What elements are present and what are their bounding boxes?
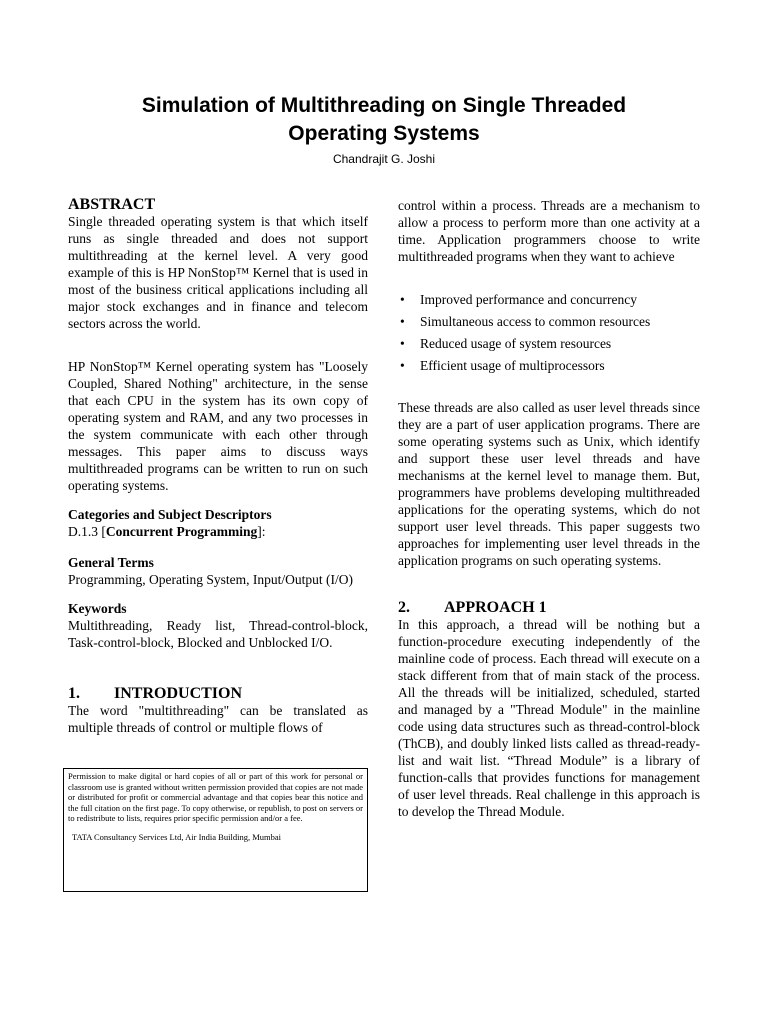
introduction-number: 1. xyxy=(68,685,80,702)
abstract-paragraph-1: Single threaded operating system is that which itself runs as single threaded and does not support multithreading at the kernel level. A very good example of this is HP NonStop™ Kernel that is used in most of the business critical applications including all major stock exchanges and in finance and telecom sectors across the world. xyxy=(68,214,368,331)
affiliation-text: TATA Consultancy Services Ltd, Air India Building, Mumbai xyxy=(72,831,281,842)
paper-title xyxy=(60,92,708,148)
list-item: • Simultaneous access to common resources xyxy=(398,311,700,333)
categories-bold-term: Concurrent Programming xyxy=(105,524,258,539)
list-item: • Reduced usage of system resources xyxy=(398,333,700,355)
paper-title-line-1: Simulation of Multithreading on Single Threaded xyxy=(141,94,627,117)
abstract-paragraph-2: HP NonStop™ Kernel operating system has "Loosely Coupled, Shared Nothing" architecture, in the sense that each CPU in the system has its own copy of operating system and RAM, and any two processes in the system communicate with each other through messages. This paper aims to discuss ways multithreaded programs can be written to run on such operating systems. xyxy=(68,359,368,493)
introduction-text: The word "multithreading" can be translated as multiple threads of control or multiple flows of xyxy=(68,703,368,735)
categories-tail: ]: xyxy=(257,524,266,539)
goals-bullet-list xyxy=(398,289,700,377)
left-column xyxy=(68,196,368,736)
list-item: • Improved performance and concurrency xyxy=(398,289,700,311)
permission-notice xyxy=(63,768,368,892)
user-threads-paragraph: These threads are also called as user level threads since they are a part of user application programs. There are some operating systems such as Unix, which identify and support these user level threads and have mechanisms at the kernel level to manage them. But, programmers have problems developing multithreaded applications for the operating systems, which do not support user level threads. This paper suggests two approaches for implementing user level threads in the application programs on such operating systems. xyxy=(398,400,700,568)
categories-text xyxy=(68,523,368,540)
general-terms-text: Programming, Operating System, Input/Output (I/O) xyxy=(68,572,353,587)
introduction-continued: control within a process. Threads are a mechanism to allow a process to perform more than one activity at a time. Application programmers choose to write multithreaded programs when they want to achieve xyxy=(398,198,700,264)
paper-title-line-2: Operating Systems xyxy=(288,122,480,145)
introduction-title: INTRODUCTION xyxy=(114,685,243,702)
approach1-heading xyxy=(398,599,700,616)
abstract-heading: ABSTRACT xyxy=(68,196,156,213)
approach1-title: APPROACH 1 xyxy=(444,599,547,616)
list-item: • Efficient usage of multiprocessors xyxy=(398,355,700,377)
approach1-text: In this approach, a thread will be nothing but a function-procedure executing independently of the mainline code of process. Each thread will execute on a stack different from that of main stack of the process. All the threads will be initialized, scheduled, started and managed by a "Thread Module" in the mainline code using data structures such as thread-control-block (ThCB), and doubly linked lists called as thread-ready-list and wait list. “Thread Module” is a library of function-calls that provides functions for management of user level threads. Real challenge in this approach is to develop the Thread Module. xyxy=(398,617,700,819)
approach1-number: 2. xyxy=(398,599,410,616)
permission-text: Permission to make digital or hard copies of all or part of this work for personal or classroom use is granted without written permission provided that copies are not made or distributed for profit or commercial advantage and that copies bear this notice and the full citation on the first page. To copy otherwise, or republish, to post on servers or to redistribute to lists, requires prior specific permission and/or a fee. xyxy=(68,771,363,823)
categories-heading: Categories and Subject Descriptors xyxy=(68,507,272,522)
categories-code: D.1.3 [ xyxy=(68,524,106,539)
right-column xyxy=(398,197,700,820)
keywords-heading: Keywords xyxy=(68,601,127,616)
general-terms-heading: General Terms xyxy=(68,555,154,570)
author-name: Chandrajit G. Joshi xyxy=(332,152,436,166)
keywords-text: Multithreading, Ready list, Thread-control-block, Task-control-block, Blocked and Unblocked I/O. xyxy=(68,618,368,650)
introduction-heading xyxy=(68,685,368,702)
